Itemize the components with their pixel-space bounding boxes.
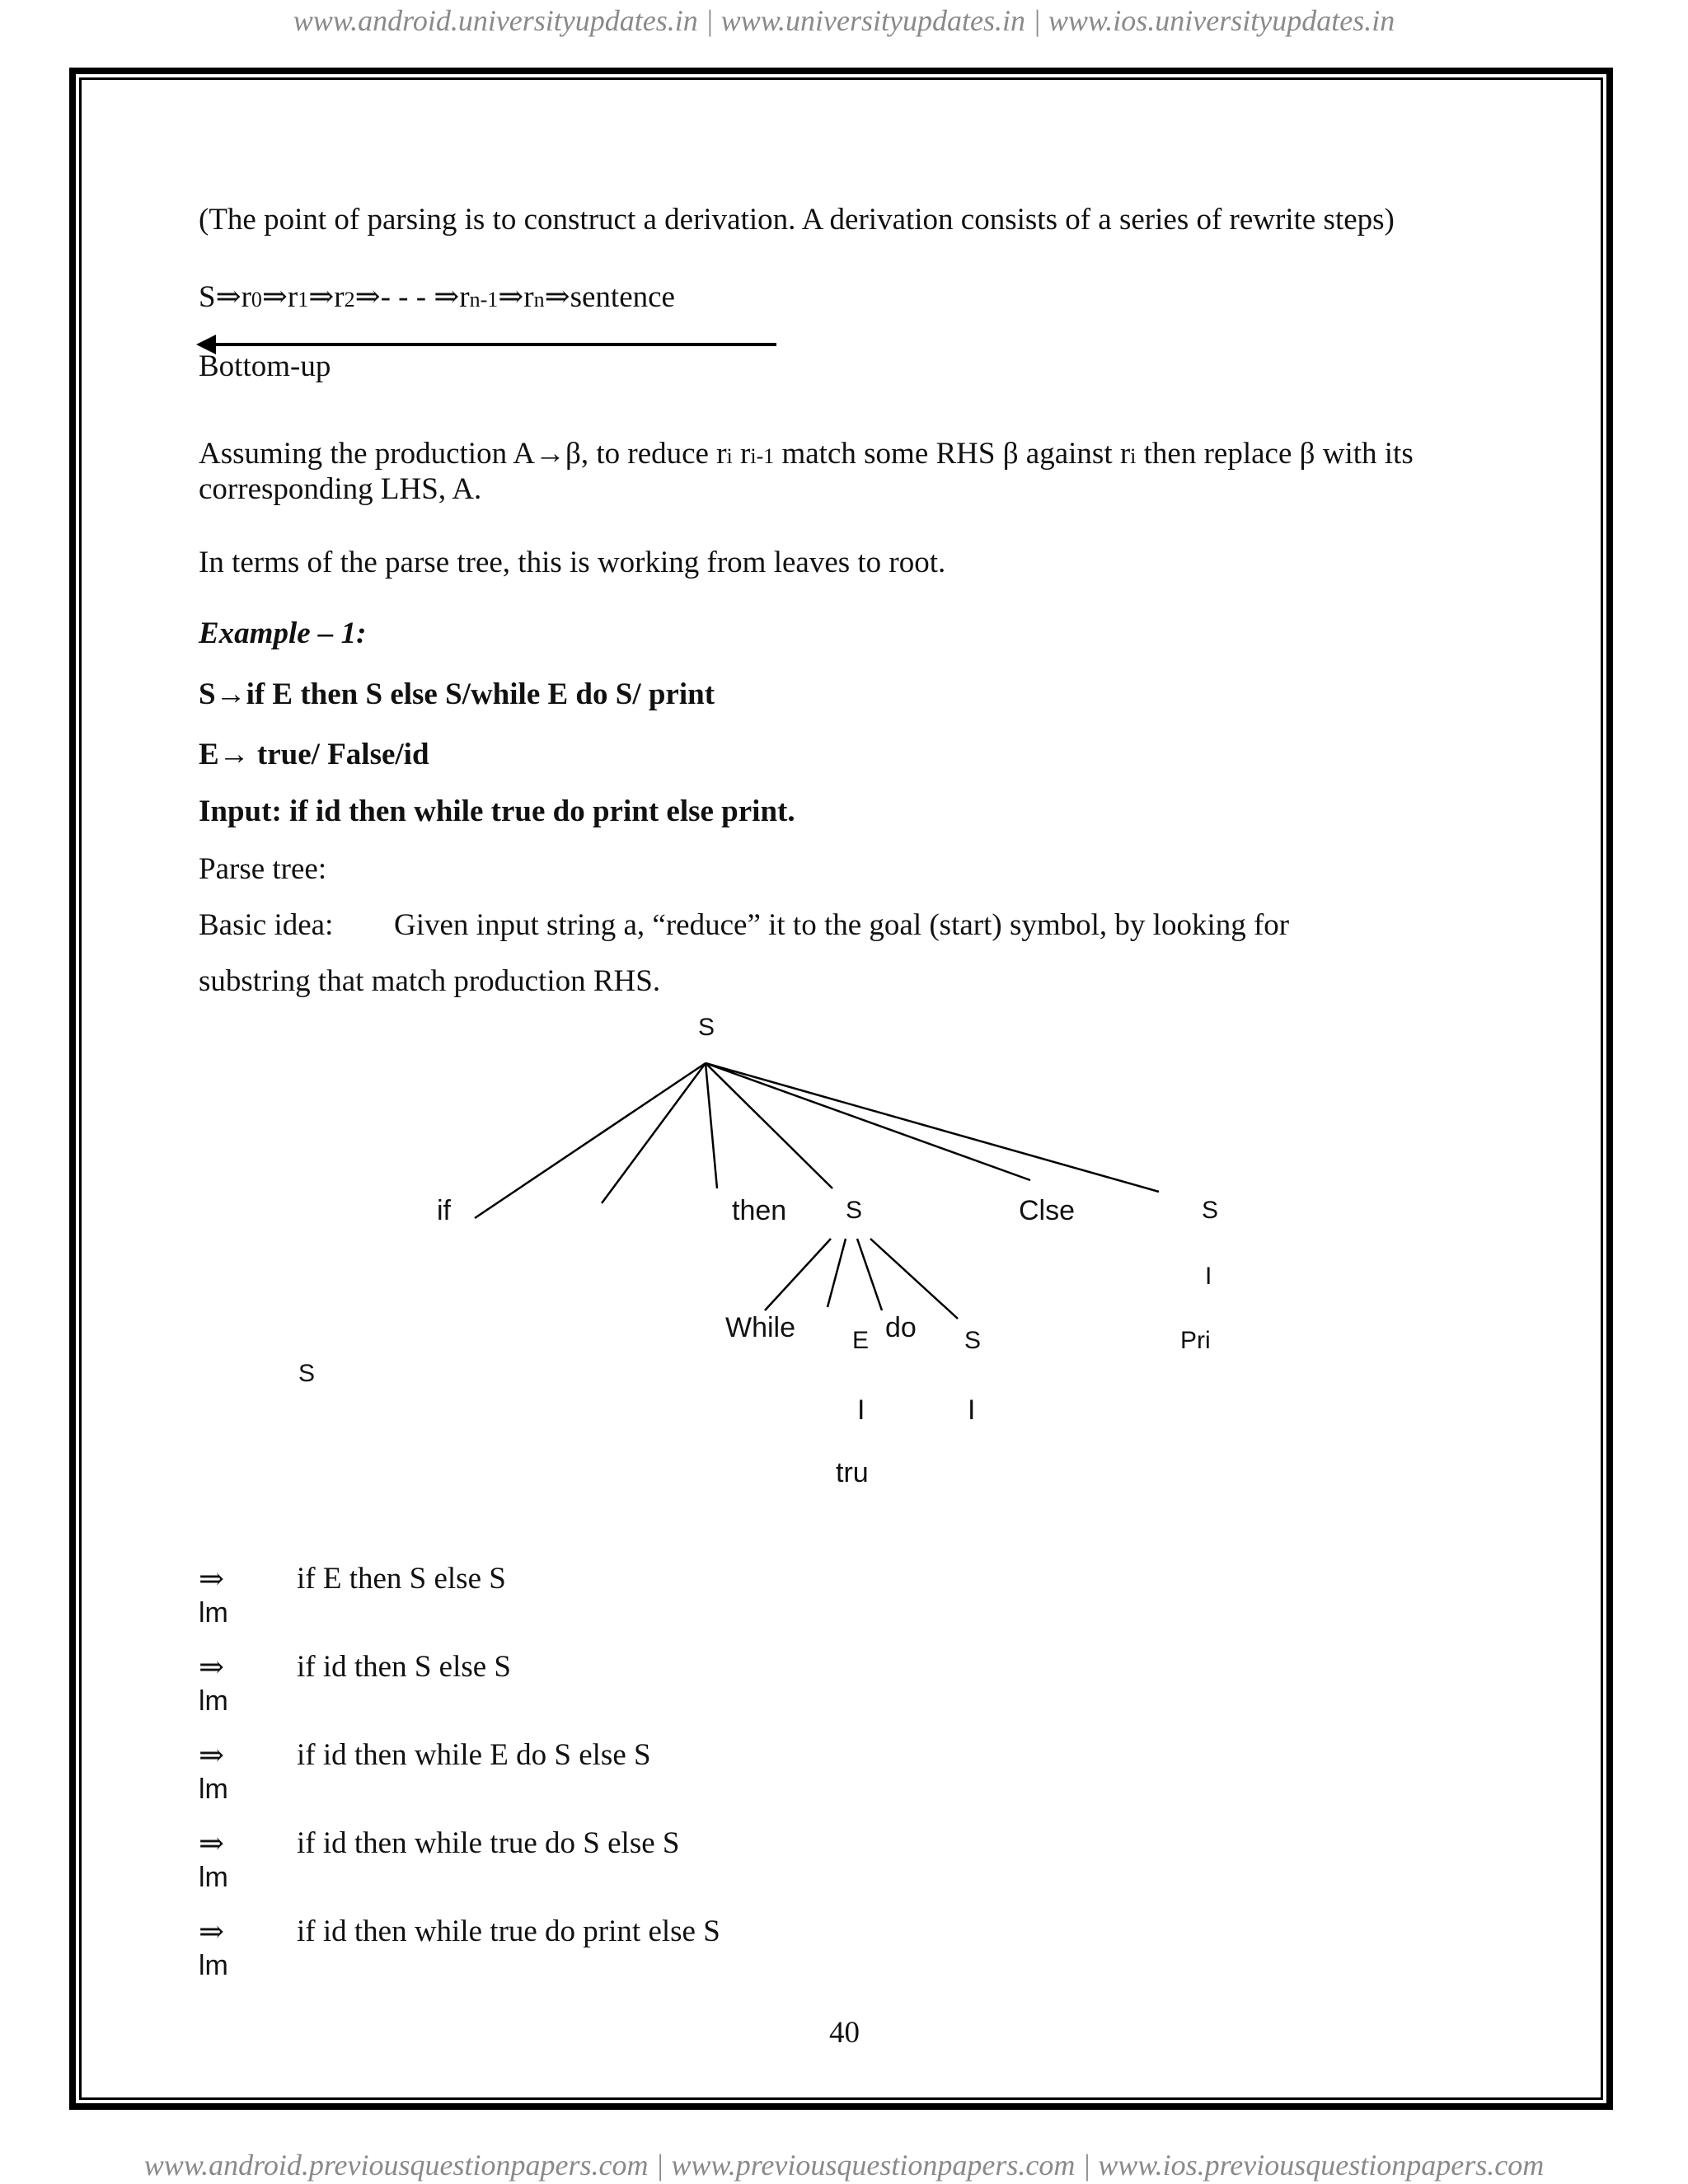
tree-node-pri: Pri — [1180, 1327, 1211, 1354]
grammar-rule-e: E→ true/ False/id — [199, 738, 429, 771]
tree-node-tru: tru — [836, 1457, 869, 1488]
derivation-step-5-text: if id then while true do print else S — [297, 1915, 720, 1948]
bottom-up-label: Bottom-up — [199, 349, 331, 383]
input-line: Input: if id then while true do print else print. — [199, 794, 795, 828]
tree-node-s-mid: S — [846, 1197, 863, 1224]
terms-paragraph: In terms of the parse tree, this is working from leaves to root. — [199, 546, 946, 579]
derivation-step-2-text: if id then S else S — [297, 1650, 512, 1684]
derivation-chain: S⇒r0⇒r1⇒r2⇒- - - ⇒rn-1⇒rn⇒sentence — [199, 280, 675, 314]
tree-node-e: E — [852, 1327, 870, 1354]
basic-idea-label: Basic idea: — [199, 908, 334, 942]
derivation-step-3-text: if id then while E do S else S — [297, 1738, 651, 1772]
tree-node-s-inner: S — [964, 1327, 982, 1354]
tree-node-s-left: S — [298, 1360, 316, 1387]
intro-paragraph: (The point of parsing is to construct a derivation. A derivation consists of a series of rewrite steps) — [199, 203, 1395, 237]
parse-tree-label: Parse tree: — [199, 852, 327, 886]
edge-s-e — [828, 1239, 846, 1307]
tree-bar-right: I — [1205, 1263, 1212, 1290]
tree-node-while: While — [725, 1312, 796, 1343]
edge-root-if — [475, 1063, 706, 1218]
derivation-step-1-lm: lm — [199, 1597, 228, 1629]
tree-bar-e: I — [857, 1394, 865, 1426]
assume-paragraph: Assuming the production A→β, to reduce ri ri-1 match some RHS β against ri then replace β with its — [199, 437, 1414, 471]
tree-node-do: do — [885, 1312, 917, 1343]
tree-node-else: Clse — [1019, 1195, 1076, 1226]
footer-watermark: www.android.previousquestionpapers.com | www.previousquestionpapers.com | www.ios.previousquestionpapers.com — [143, 2149, 1545, 2182]
edge-root-s-right — [706, 1063, 1159, 1192]
edge-root-then — [706, 1063, 717, 1188]
derivation-step-1-text: if E then S else S — [297, 1562, 506, 1596]
edge-s-while — [765, 1239, 831, 1310]
tree-bar-s: I — [968, 1394, 976, 1426]
parse-tree-edges — [475, 1063, 1159, 1319]
assume-paragraph-line2: corresponding LHS, A. — [199, 472, 482, 506]
derivation-step-4-arrow: ⇒ — [199, 1827, 225, 1861]
grammar-rule-s: S→if E then S else S/while E do S/ print — [199, 677, 715, 711]
edge-root-else — [706, 1063, 1030, 1180]
basic-idea-text: Given input string a, “reduce” it to the goal (start) symbol, by looking for — [394, 908, 1290, 942]
derivation-step-5-arrow: ⇒ — [199, 1915, 225, 1949]
derivation-step-2-lm: lm — [199, 1685, 228, 1717]
header-watermark: www.android.universityupdates.in | www.universityupdates.in | www.ios.universityupdates.in — [293, 4, 1395, 37]
tree-node-s-right: S — [1202, 1197, 1219, 1224]
tree-node-root: S — [698, 1014, 715, 1041]
example-title: Example – 1: — [199, 616, 367, 650]
derivation-step-3-arrow: ⇒ — [199, 1739, 225, 1773]
derivation-step-5-lm: lm — [199, 1950, 228, 1981]
derivation-step-4-lm: lm — [199, 1862, 228, 1893]
derivation-step-1-arrow: ⇒ — [199, 1563, 225, 1596]
derivation-step-3-lm: lm — [199, 1774, 228, 1805]
edge-root-e — [602, 1063, 706, 1203]
edge-s-do — [857, 1239, 882, 1310]
page-number: 40 — [829, 2016, 860, 2050]
basic-idea-line2: substring that match production RHS. — [199, 964, 661, 998]
edge-s-s — [870, 1239, 958, 1319]
derivation-step-2-arrow: ⇒ — [199, 1651, 225, 1685]
derivation-step-4-text: if id then while true do S else S — [297, 1826, 680, 1860]
tree-node-then: then — [732, 1195, 787, 1226]
tree-node-if: if — [437, 1195, 451, 1226]
